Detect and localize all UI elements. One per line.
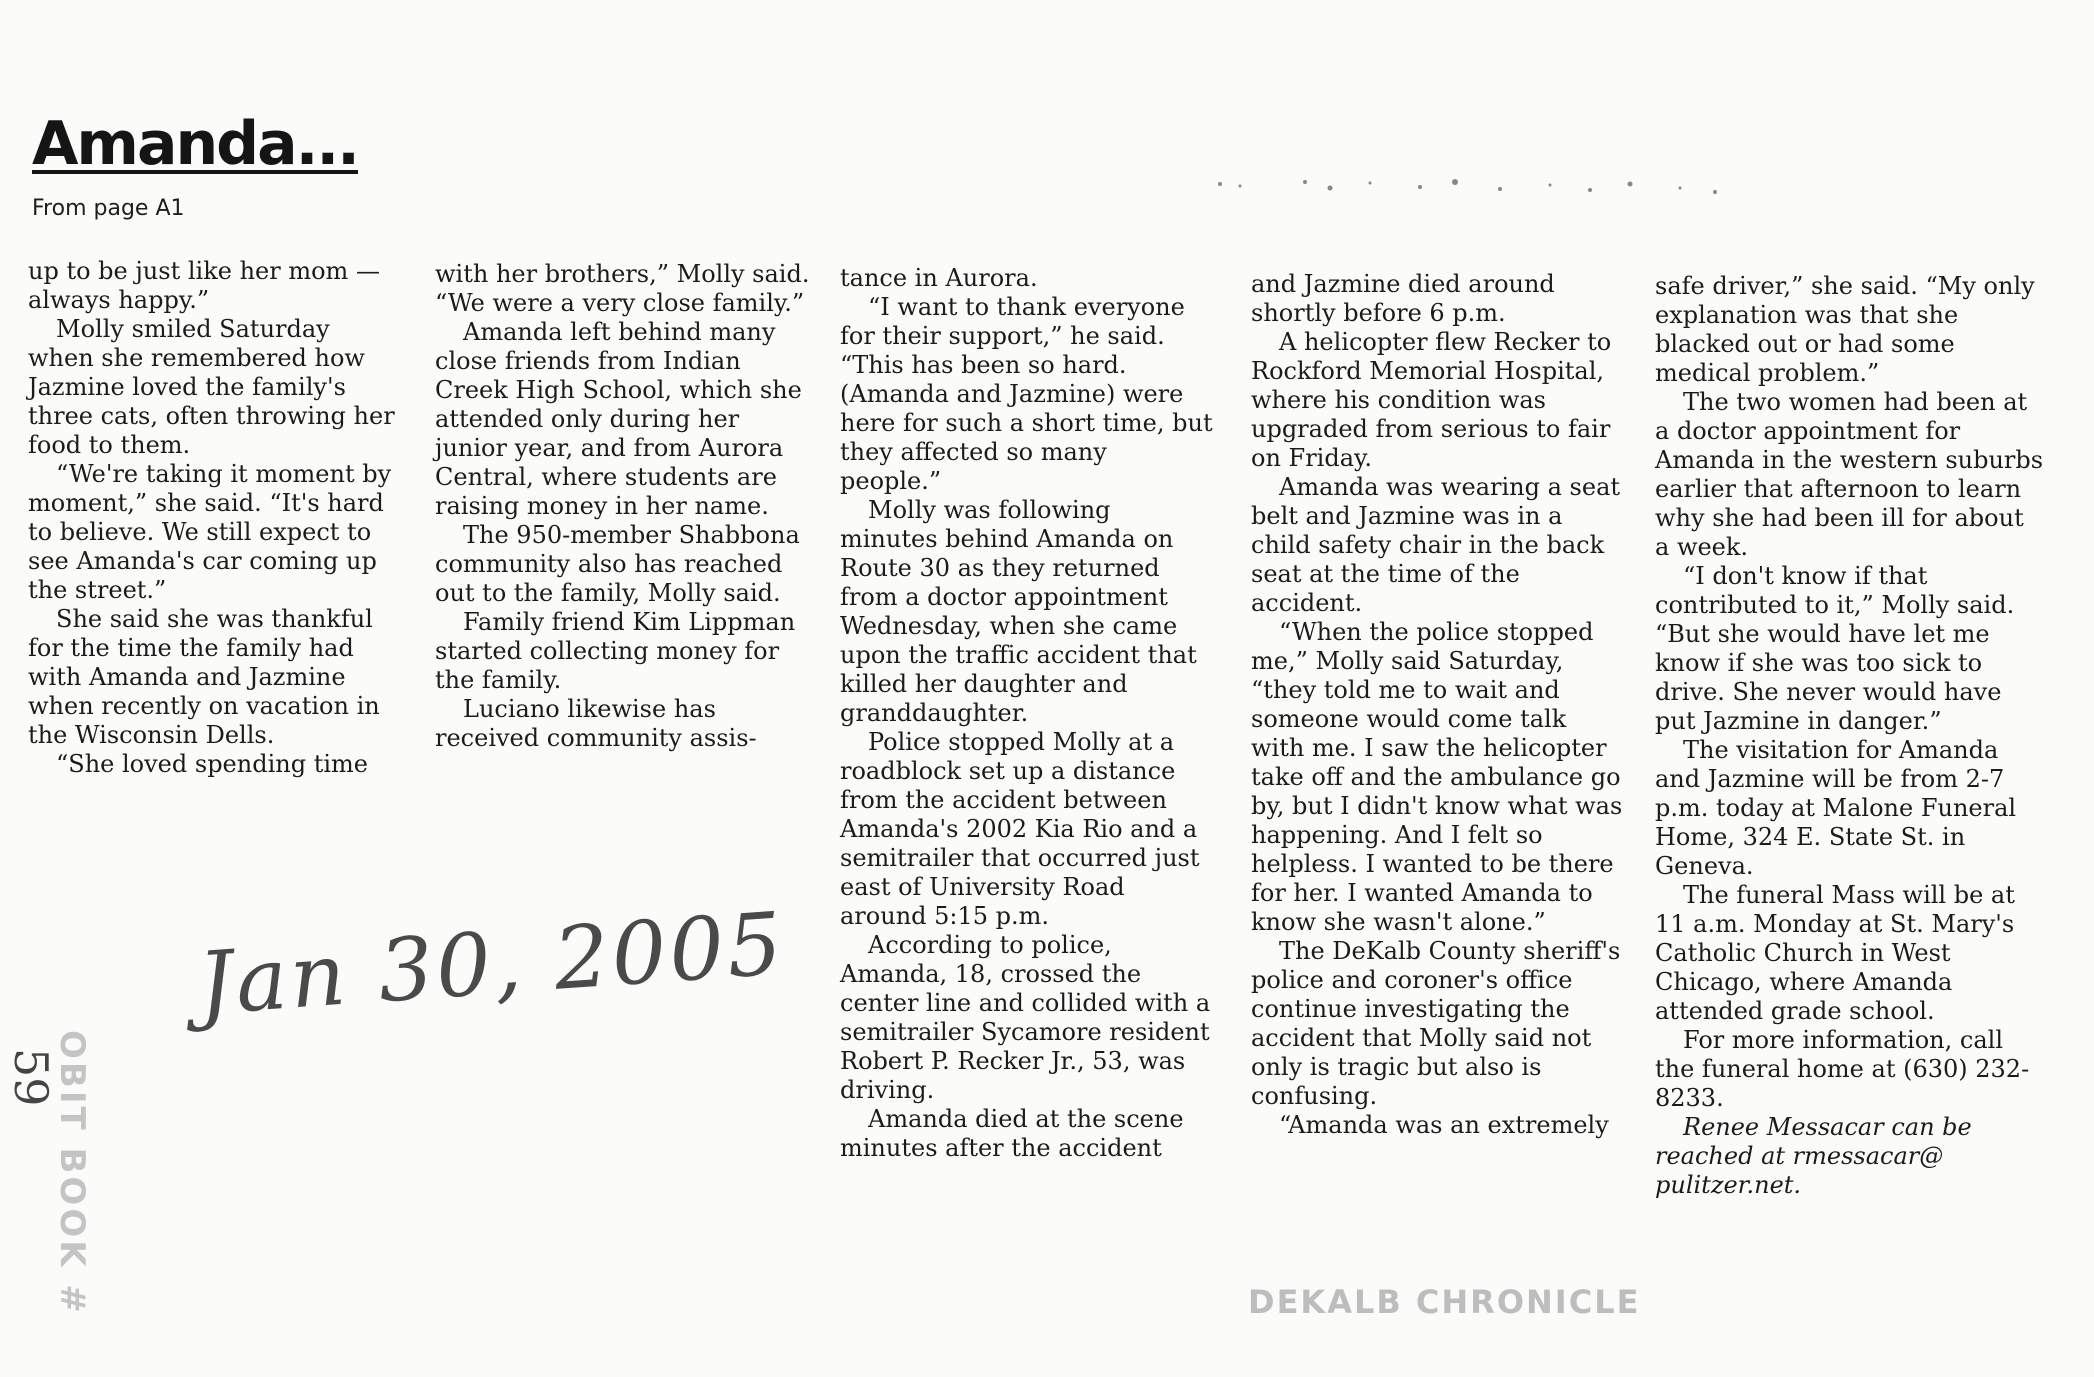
newspaper-stamp: DEKALB CHRONICLE [1248, 1283, 1641, 1321]
article-paragraph: up to be just like her mom — always happy.” [28, 257, 380, 314]
article-paragraph: “I want to thank everyone for their support,” he said. “This has been so hard. (Amanda and Jazmine) were here for such a short time, but they affected so many people.” [840, 293, 1213, 495]
article-paragraph: Molly was following minutes behind Amanda on Route 30 as they returned from a doctor appointment Wednesday, when she came upon the traffic accident that killed her daughter and granddaughter. [840, 496, 1197, 727]
article-column-5 [1655, 272, 2045, 1200]
article-paragraph: The DeKalb County sheriff's police and coroner's office continue investigating the accident that Molly said not only is tragic but also is confusing. [1251, 937, 1621, 1110]
article-paragraph: “We're taking it moment by moment,” she said. “It's hard to believe. We still expect to see Amanda's car coming up the street.” [28, 460, 392, 604]
article-paragraph: “I don't know if that contributed to it,” Molly said. “But she would have let me know if she was too sick to drive. She never would have put Jazmine in danger.” [1655, 562, 2015, 735]
article-column-1 [28, 257, 400, 779]
article-paragraph: The visitation for Amanda and Jazmine will be from 2-7 p.m. today at Malone Funeral Home, 324 E. State St. in Geneva. [1655, 736, 2017, 880]
scan-specks [1210, 170, 1730, 210]
jump-line: From page A1 [32, 196, 185, 221]
article-column-3 [840, 264, 1215, 1163]
headline: Amanda... [32, 109, 358, 179]
article-paragraph: “She loved spending time [56, 750, 368, 778]
article-paragraph: For more information, call the funeral home at (630) 232-8233. [1655, 1026, 2030, 1112]
article-paragraph: A helicopter flew Recker to Rockford Memorial Hospital, where his condition was upgraded from serious to fair on Friday. [1251, 328, 1612, 472]
article-paragraph: and Jazmine died around shortly before 6 p.m. [1251, 270, 1555, 327]
article-paragraph: Amanda was wearing a seat belt and Jazmine was in a child safety chair in the back seat at the time of the accident. [1251, 473, 1621, 617]
article-paragraph: The two women had been at a doctor appointment for Amanda in the western suburbs earlier that afternoon to learn why she had been ill for about a week. [1655, 388, 2044, 561]
handwritten-date: Jan 30, 2005 [195, 894, 788, 1035]
article-paragraph: “When the police stopped me,” Molly said Saturday, “they told me to wait and someone would come talk with me. I saw the helicopter take off and the ambulance go by, but I didn't know what was happening. And I felt so helpless. I wanted to be there for her. I wanted Amanda to know she wasn't alone.” [1251, 618, 1623, 936]
article-paragraph: with her brothers,” Molly said. “We were a very close family.” [435, 260, 810, 317]
article-paragraph: tance in Aurora. [840, 264, 1038, 292]
article-paragraph: According to police, Amanda, 18, crossed the center line and collided with a semitrailer Sycamore resident Robert P. Recker Jr., 53, was driving. [840, 931, 1211, 1104]
article-paragraph: Family friend Kim Lippman started collecting money for the family. [435, 608, 796, 694]
page-number-mark: 59 [4, 1048, 58, 1107]
article-paragraph: Police stopped Molly at a roadblock set up a distance from the accident between Amanda's 2002 Kia Rio and a semitrailer that occurred just east of University Road around 5:15 p.m. [840, 728, 1200, 930]
article-column-2 [435, 260, 810, 753]
obit-book-stamp: OBIT BOOK # [52, 1030, 92, 1316]
article-paragraph: Amanda died at the scene minutes after the accident [840, 1105, 1184, 1162]
article-paragraph: “Amanda was an extremely [1279, 1111, 1609, 1139]
article-column-4 [1251, 270, 1626, 1140]
article-paragraph: Amanda left behind many close friends from Indian Creek High School, which she attended only during her junior year, and from Aurora Central, where students are raising money in her name. [435, 318, 802, 520]
article-paragraph: Renee Messacar can be reached at rmessacar@ pulitzer.net. [1655, 1113, 1972, 1199]
article-paragraph: safe driver,” she said. “My only explanation was that she blacked out or had some medical problem.” [1655, 272, 2035, 387]
article-paragraph: Luciano likewise has received community assis- [435, 695, 757, 752]
article-paragraph: Molly smiled Saturday when she remembered how Jazmine loved the family's three cats, often throwing her food to them. [28, 315, 395, 459]
article-paragraph: The 950-member Shabbona community also has reached out to the family, Molly said. [435, 521, 800, 607]
article-paragraph: She said she was thankful for the time the family had with Amanda and Jazmine when recently on vacation in the Wisconsin Dells. [28, 605, 380, 749]
article-paragraph: The funeral Mass will be at 11 a.m. Monday at St. Mary's Catholic Church in West Chicago, where Amanda attended grade school. [1655, 881, 2015, 1025]
